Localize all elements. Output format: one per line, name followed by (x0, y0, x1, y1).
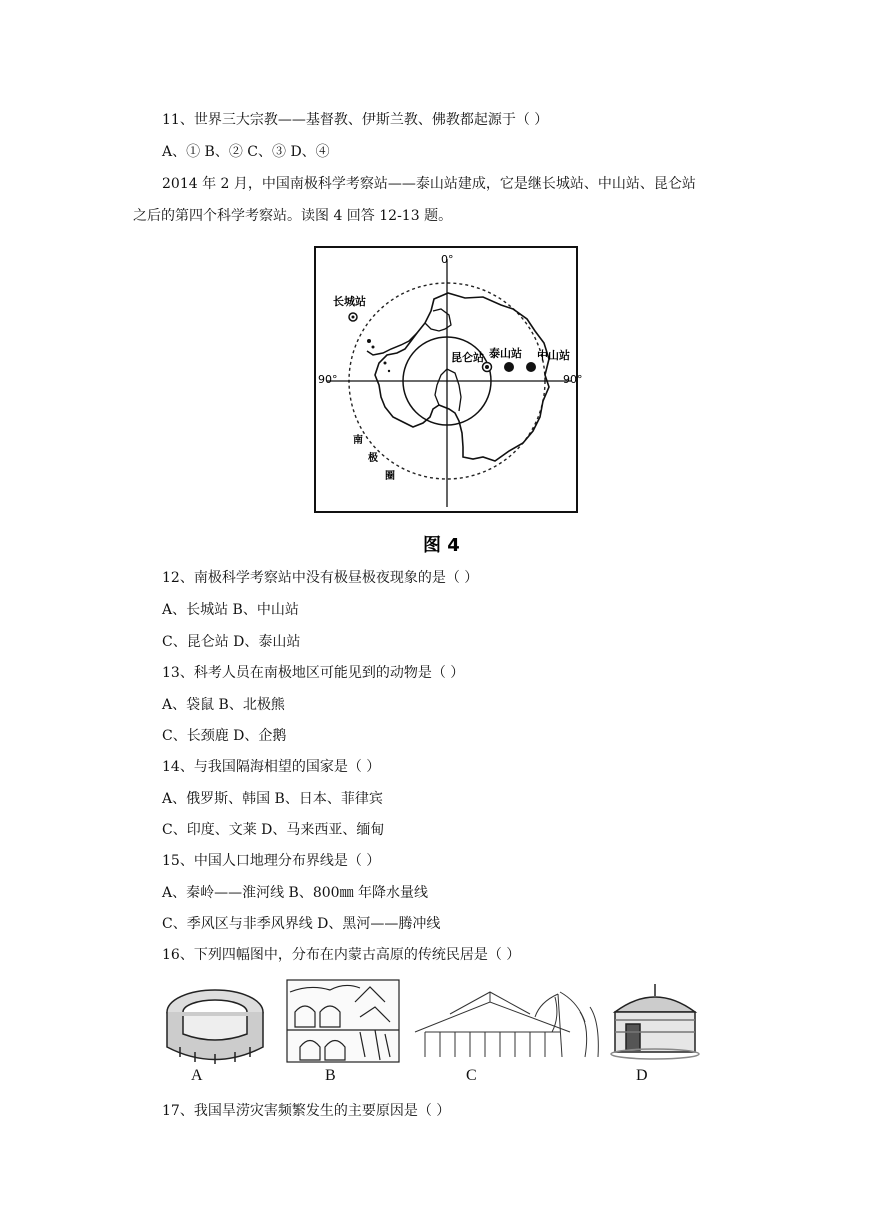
taishan-station-label: 泰山站 (489, 347, 522, 360)
q17-stem: 17、我国旱涝灾害频繁发生的主要原因是（ ） (162, 1103, 451, 1119)
q14-stem: 14、与我国隔海相望的国家是（ ） (162, 759, 381, 775)
changcheng-station-label: 长城站 (333, 295, 366, 308)
dwelling-label-b: B (325, 1067, 336, 1084)
circle-label-3: 圈 (385, 471, 395, 482)
q13-stem: 13、科考人员在南极地区可能见到的动物是（ ） (162, 665, 465, 681)
map-frame (315, 247, 577, 512)
zhongshan-station-label: 中山站 (537, 349, 570, 362)
q11-stem: 11、世界三大宗教——基督教、伊斯兰教、佛教都起源于（ ） (162, 112, 549, 128)
q11-options: A、① B、② C、③ D、④ (162, 144, 330, 160)
q12-options-cd: C、昆仑站 D、泰山站 (162, 634, 301, 650)
lon-top-label: 0° (441, 253, 454, 266)
taishan-station-marker (504, 362, 514, 372)
dwelling-d-yurt (611, 984, 699, 1059)
kunlun-station-label: 昆仑站 (451, 351, 484, 364)
q14-options-ab: A、俄罗斯、韩国 B、日本、菲律宾 (162, 791, 383, 807)
lon-right-label: 90° (563, 373, 583, 386)
intro-line-2: 之后的第四个科学考察站。读图 4 回答 12-13 题。 (133, 208, 453, 224)
zhongshan-station-marker (526, 362, 536, 372)
q14-options-cd: C、印度、文莱 D、马来西亚、缅甸 (162, 822, 385, 838)
q16-stem: 16、下列四幅图中，分布在内蒙古高原的传统民居是（ ） (162, 947, 521, 963)
circle-label-2: 极 (368, 453, 378, 464)
q15-options-cd: C、季风区与非季风界线 D、黑河——腾冲线 (162, 916, 441, 932)
q12-stem: 12、南极科学考察站中没有极昼极夜现象的是（ ） (162, 570, 479, 586)
dwelling-label-d: D (636, 1067, 648, 1084)
dwelling-a-tulou (167, 990, 263, 1064)
dwelling-c-stilt-house (415, 992, 598, 1057)
dwelling-label-c: C (466, 1067, 477, 1084)
lon-left-label: 90° (318, 373, 338, 386)
q15-options-ab: A、秦岭——淮河线 B、800㎜ 年降水量线 (162, 885, 429, 901)
dwelling-label-a: A (191, 1067, 203, 1084)
q15-stem: 15、中国人口地理分布界线是（ ） (162, 853, 381, 869)
q13-options-cd: C、长颈鹿 D、企鹅 (162, 728, 287, 744)
q13-options-ab: A、袋鼠 B、北极熊 (162, 697, 285, 713)
intro-line-1: 2014 年 2 月，中国南极科学考察站——泰山站建成，它是继长城站、中山站、昆仑站 (162, 176, 696, 192)
dwelling-b-cave (287, 980, 399, 1062)
figure-4-antarctica-map (313, 245, 593, 560)
q12-options-ab: A、长城站 B、中山站 (162, 602, 299, 618)
circle-label-1: 南 (353, 435, 363, 446)
figure-4-caption: 图 4 (423, 535, 460, 556)
